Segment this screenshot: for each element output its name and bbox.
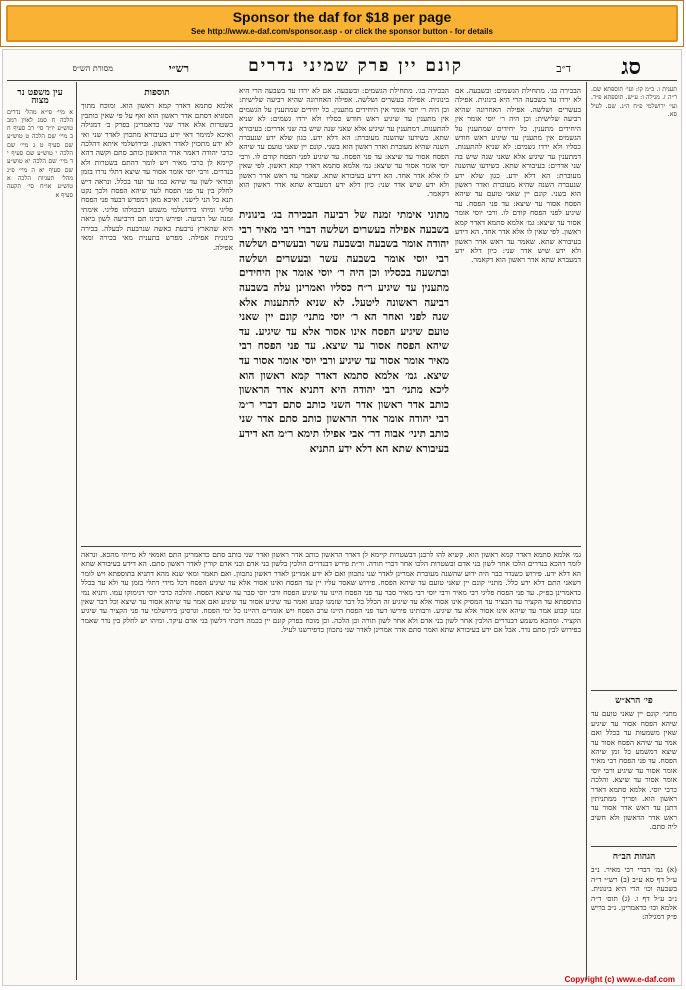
tosafot-label: תוספות — [144, 88, 170, 98]
ein-mishpat-column — [7, 86, 73, 980]
hagahot-text: (א) גמ׳ דברי רבי מאיר. נ״ב ע״ל דף סא ע״ב (ב) רש״י ד״ה בשבעה וכו׳ הרי היא בינונית. נ״ב ע״ל דף ו. (ג) תוס׳ ד״ה אלמא וכו׳ כדאמרינן. נ״ב בריש פ״ק דמגילה: — [591, 865, 677, 922]
mishnah-text: מתוני אימתי זמנה של רביעה הבכירה בג׳ בינונית בשבעה אפילה בעשרים ושלשה דברי רבי מאיר רבי יהודה אומר בשבעה ובשבעה עשר ובעשרים ושלשה רבי יוסי אומר בשבעה עשר ובעשרים ושלשה ובתשעה בכסליו וכן היה ר׳ יוסי אומר אין היחידים מתענין עד שיגיע ר״ח כסליו ואמרינן עלה בשבעה רביעה ראשונה ליטעל. לא שניא להתענות אלא שנה לפני ואחר הא ר׳ יוסי מתני׳ קונם יין שאני טועם שיגיע הפסח אינו אסור אלא עד שיגיע. עד שיהא הפסח אסור עד שיצא. עד פני הפסח רבי מאיר אומר אסור עד שיגיע ורבי יוסי אומר אסור עד שיצא. גמ׳ אלמא סתמא דאדר קמא ראשון הוא ליכא מתני׳ רבי יהודה היא דתניא אדר הראשון כותב אדר ראשון אדר השני כותב סתם דברי ר״מ רבי יהודה אומר אדר הראשון כותב סתם אדר שני כותב תיני׳ אבוה דר׳ אבי אפילו תימא ר״מ הא דידע בעיבורא שתא הא דלא ידע התניא — [239, 209, 449, 455]
header-rule — [7, 80, 677, 81]
sponsor-banner[interactable] — [0, 0, 684, 47]
daf-side: ד״ב — [556, 62, 571, 75]
right-margin-rule — [586, 82, 587, 980]
ein-mishpat-text: א מיי׳ פי״א מהל׳ נדרים הלכה ח סמג לאוין רמב טוש״ע יו״ד סי׳ רכ סעיף ח ב מיי׳ שם הלכה ט טוש״ע שם סעיף ט ג מיי׳ שם הלכה י טוש״ע שם סעיף י ד מיי׳ שם הלכה יא טוש״ע שם סעיף יא ה מיי׳ פ״ג מהל׳ תעניות הלכה א טוש״ע או״ח סי׳ תקעה סעיף א — [7, 108, 73, 199]
chapter-title: קונם יין פרק שמיני נדרים — [248, 56, 463, 76]
rashi-text: הבכירה בג׳. מתחילת הגשמים: ובשבעה. אם לא ירדו עד בשבעה הרי היא בינונית. אפילה בעשרים ושלשה. אפילה האחרונה שהיא רביעה שלישית: וכן היה ר׳ יוסי אומר אין היחידים מתענין. כל יחידים שמתענין על הגשמים אין מתענין עד שיגיע ראש חודש כסליו ולא ירדו גשמים: לא שניא להתענות. דמתענין עד שיגיע אלא שאני שנה שיש בה שני אדרים: בעיבורא שתא. כשידעו שהשנה מעוברת: הא דלא ידע. כגון שלא ידע שנעברה השנה שהיא מעוברת ואדר ראשון הוא בשני. קונם יין שאני טועם עד שיהא הפסח אסור עד שיצא: עד פני הפסח. עד שיגיע לפני הפסח קודם לו. ורבי יוסי אומר אסור עד שיצא: גמ׳ אלמא סתמא דאדר קמא ראשון. לפי שאין לו אלא אדר אחד. הא דידע בעיבורא שתא. שאמר עד ראש אדר ראשון ולא ידע שיש אדר שני: כיון דלא ידע דמעברא שתא אדר ראשון הוא דקאמר. — [455, 86, 581, 265]
page-header — [3, 56, 681, 80]
left-margin-rule — [76, 82, 77, 980]
masoret-header: מסורת הש״ס — [72, 64, 113, 73]
ein-mishpat-label: עין משפט נר מצוה — [17, 88, 63, 107]
masoret-text: תענית ו. ב״מ קו: ועי׳ תוספתא שם. ר״ה ז. מגילה ו: ע״ש. תוספתא פ״ד. ועי׳ ירושלמי פ״ח ה״ג. שם. לעיל סא. — [591, 86, 677, 118]
tosafot-text: אלמא סתמא דאדר קמא ראשון הוא. ומוכח מתוך הסוגיא דסתם אדר ראשון הוא ואף על פי שאין כותבין בשטרות אלא אדר שני כדאמרינן בפרק ב׳ דמגילה ואיכא למימר דאי ידע בעיבורא מתכוין לאדר שני ואי לא ידע מתכוין לאדר ראשון. ובירושלמי איתא דהלכה כרבי יהודה דאמר אדר הראשון כותב סתם וקשה דהא קיימא לן כרבי מאיר ויש לומר דהתם בשטרות ולא בנדרים. ורבי יוסי אומר אסור עד שיצא דתלי נדרו בזמן ובודאי לשון עד שיהא כמו עד ועד בכלל. ונראה דיש לחלק בין עד פני הפסח לעד שיהא הפסח ולכך נקט תנא כל הני לישני. ואיכא מאן דמפרש דבעד פני הפסח פליגי ומיהו בירושלמי משמע דבכולהו פליגי. אימתי זמנה של רביעה. ופירש רבינו תם דרביעה לשון ביאה היא שהארץ נרבעת כאשה שנרבעת לבעלה. בכירה בינונית אפילה. מפרש בתענית מאי בכירה ומאי אפילה. — [81, 101, 233, 252]
sponsor-banner-box[interactable] — [6, 5, 678, 42]
upper-commentary-text: הבכירה בג׳. מתחילת הגשמים: ובשבעה. אם לא ירדו עד בשבעה הרי היא בינונית. אפילה בעשרים ושלשה. אפילה האחרונה שהיא רביעה שלישית: וכן היה ר׳ יוסי אומר אין היחידים מתענין. כל יחידים שמתענין על הגשמים אין מתענין עד שיגיע ראש חודש כסליו ולא ירדו גשמים: לא שניא להתענות. דמתענין עד שיגיע אלא שאני שנה שיש בה שני אדרים: בעיבורא שתא. כשידעו שהשנה מעוברת: הא דלא ידע. כגון שלא ידע שנעברה השנה שהיא מעוברת ואדר ראשון הוא בשני. קונם יין שאני טועם עד שיהא הפסח אסור עד שיצא: עד פני הפסח. עד שיגיע לפני הפסח קודם לו. ורבי יוסי אומר אסור עד שיצא: גמ׳ אלמא סתמא דאדר קמא ראשון. לפי שאין לו אלא אדר אחד. הא דידע בעיבורא שתא. שאמר עד ראש אדר ראשון ולא ידע שיש אדר שני: כיון דלא ידע דמעברא שתא אדר ראשון הוא דקאמר. — [239, 86, 449, 199]
masoret-hashas-column — [591, 86, 677, 696]
lower-commentary-text: גמ׳ אלמא סתמא דאדר קמא ראשון הוא. קשיא להו לרבנן דבשטרות קיימא לן דאדר הראשון כותב אדר ראשון ואדר שני כותב סתם כדאמרינן התם ואמאי לא מייתי מהכא. ונראה לומר דהכא בנדרים הלכו אחר לשון בני אדם ובשטרות הלכו אחר דברי תורה. ור״ת פירש דבנדרים הולכין בלשון בני אדם ובני אדם קורין לאדר ראשון סתם. הא דידע בעיבורא שתא הא דלא ידע. פירוש כשנדר כבר היה ידוע שהשנה מעוברת אמרינן לאדר שני נתכוון ואם לא ידע אמרינן לאדר ראשון נתכוון. ואם תאמר ומאי שנא מהא דתניא בתוספתא ויש לומר דשאני התם דלא ידע כלל. מתני׳ קונם יין שאני טועם עד שיהא הפסח. פירוש שאסר עליו יין עד הפסח ואינו אסור אלא עד שיגיע הפסח דכל מידי דתלי בזמן עד ולא עד בכלל כדאמרינן בפ״ק. עד פני הפסח פליגי רבי מאיר ורבי יוסי רבי מאיר סבר עד פני הפסח היינו עד שיגיע הפסח ורבי יוסי סבר עד שיצא הפסח. והלכה כרבי יוסי דנימוקו עמו. ותניא נמי בתוספתא עד הקציר עד הבציר עד המסיק אינו אסור אלא עד שיגיע זה הכלל כל דבר שזמנו קבוע ואמר עד שיגיע אסור עד שיגיע ואם אמר עד שיהא אסור עד שיצא וכל דבר שאין זמנו קבוע אמר עד שיהא אינו אסור אלא עד שיגיע. ורבותינו פירשו דעד פני הפסח היינו ערב הפסח ויש אומרים דהיינו כל ימי הפסח. וגרסינן בירושלמי עד פני הקציר עד שיגיע הקציר. ומהכא משמע דבנדרים הולכין אחר לשון בני אדם ולא אחר לשון תורה וכן הלכה. וכן מוכח בפרק קונם יין בכמה דוכתי דלשון בני אדם עיקר. ומיהו יש לחלק בין נדר שאמר בפירוש לבין סתם נדר. אבל אם ידע בעיבורא שתא ואמר סתם אדר אמרינן לאדר שני נתכוון כדפירשנו לעיל. — [81, 550, 581, 635]
harosh-label: פי׳ הרא״ש — [615, 696, 653, 706]
talmud-page — [2, 49, 682, 986]
hagahot-rule — [591, 846, 677, 847]
harosh-column — [591, 694, 677, 844]
hagahot-label: הגהות הב״ח — [612, 852, 656, 862]
sponsor-title[interactable]: Sponsor the daf for $18 per page — [232, 9, 452, 25]
upper-commentary — [239, 86, 449, 204]
gemara-main-text — [239, 208, 449, 542]
lower-block-rule — [81, 546, 581, 547]
daf-number: סג — [621, 54, 641, 80]
copyright-footer[interactable]: Copyright (c) www.e-daf.com — [564, 975, 675, 984]
sponsor-subtitle: See http://www.e-daf.com/sponsor.asp - or click the sponsor button - for details — [191, 27, 493, 36]
harosh-rule — [591, 690, 677, 691]
lower-commentary — [81, 550, 581, 978]
harosh-text: מתני׳ קונם יין שאני טועם עד שיהא הפסח אסור עד שיגיע שאין משמעות עד בכלל ואם אמר עד שיהא הפסח אסור עד שיצא דמשמע כל זמן שיהא הפסח. עד פני הפסח רבי מאיר אומר אסור עד שיגיע ורבי יוסי אומר אסור עד שיצא. והלכה כרבי יוסי. אלמא סתמא דאדר ראשון הוא. ופריך ממתניתין דתנן עד ראש אדר אסור עד ראש אדר הראשון ולא חשיב ליה סתם. — [591, 709, 677, 832]
hagahot-column — [591, 850, 677, 978]
rashi-header: רש״י — [168, 62, 189, 75]
